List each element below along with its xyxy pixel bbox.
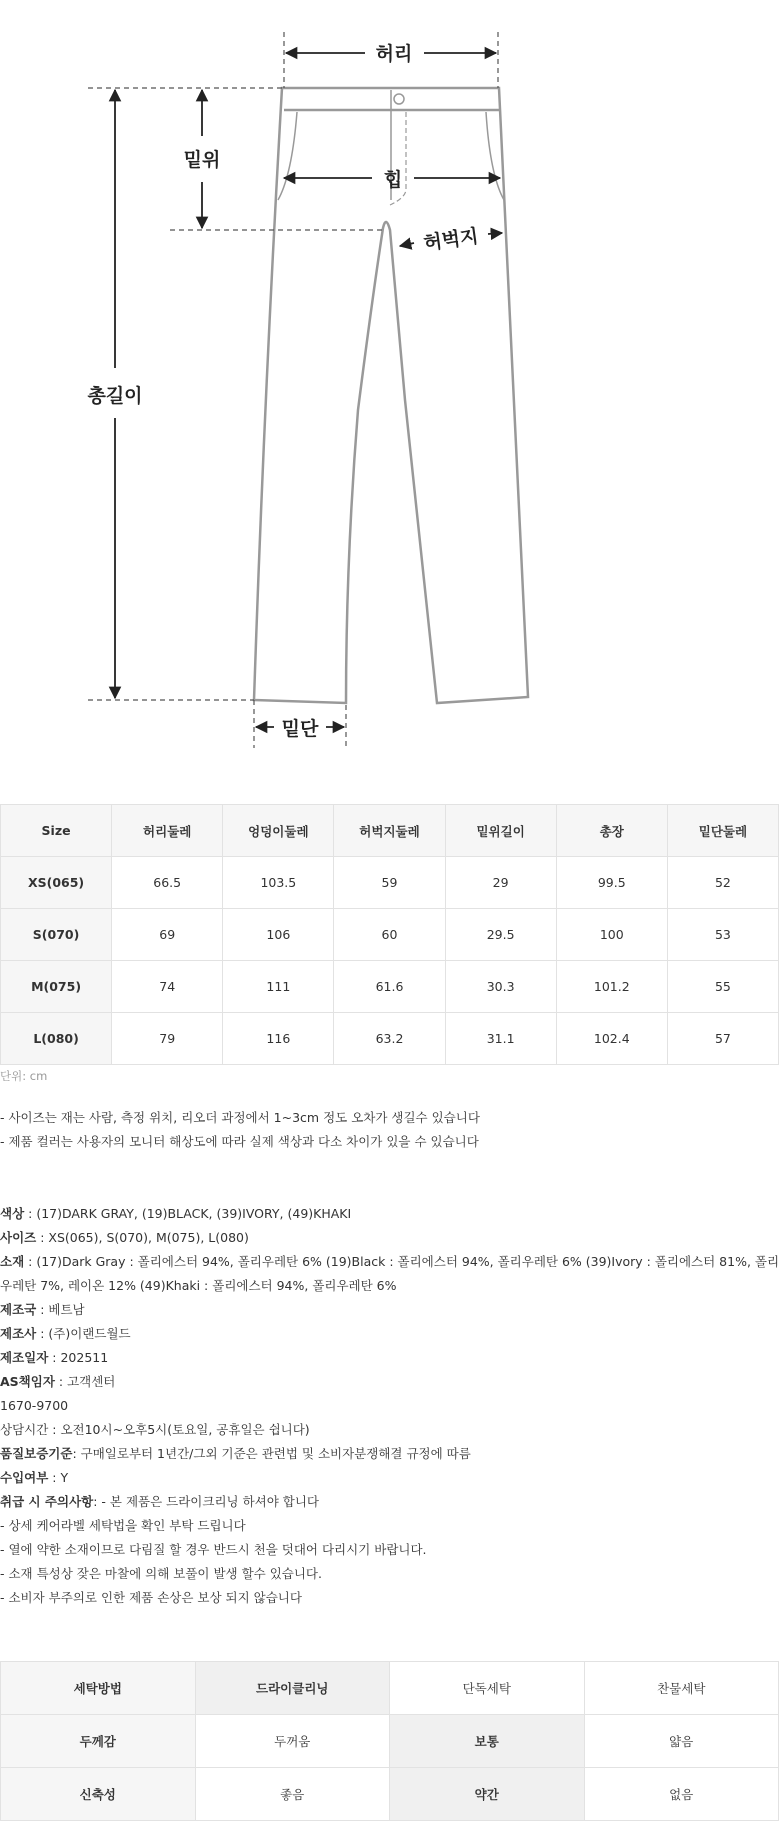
value-cell: 74	[112, 961, 223, 1013]
value-cell: 101.2	[556, 961, 667, 1013]
size-cell: L(080)	[1, 1013, 112, 1065]
value-cell: 111	[223, 961, 334, 1013]
header-cell: 밑위길이	[445, 805, 556, 857]
value-cell: 79	[112, 1013, 223, 1065]
detail-label: 수입여부	[0, 1470, 49, 1485]
value-cell: 61.6	[334, 961, 445, 1013]
product-details	[0, 1202, 780, 1610]
care-attribute: 세탁방법	[1, 1662, 196, 1715]
detail-country	[0, 1298, 780, 1322]
detail-value: : (17)DARK GRAY, (19)BLACK, (39)IVORY, (49)KHAKI	[24, 1206, 352, 1221]
value-cell: 59	[334, 857, 445, 909]
value-cell: 100	[556, 909, 667, 961]
value-cell: 55	[667, 961, 778, 1013]
value-cell: 52	[667, 857, 778, 909]
value-cell: 106	[223, 909, 334, 961]
note-line: - 사이즈는 재는 사람, 측정 위치, 리오더 과정에서 1~3cm 정도 오차가 생길수 있습니다	[0, 1110, 480, 1125]
caution-line: - 소비자 부주의로 인한 제품 손상은 보상 되지 않습니다	[0, 1590, 302, 1605]
detail-label: 소재	[0, 1254, 25, 1269]
care-option: 단독세탁	[390, 1662, 585, 1715]
table-row	[1, 961, 779, 1013]
value-cell: 116	[223, 1013, 334, 1065]
header-cell: 총장	[556, 805, 667, 857]
detail-value: : XS(065), S(070), M(075), L(080)	[36, 1230, 249, 1245]
value-cell: 53	[667, 909, 778, 961]
detail-value: : 고객센터	[54, 1374, 116, 1389]
detail-value: : 202511	[48, 1350, 109, 1365]
header-cell: 허벅지둘레	[334, 805, 445, 857]
header-cell: 밑단둘레	[667, 805, 778, 857]
detail-label: 제조사	[0, 1326, 37, 1341]
value-cell: 102.4	[556, 1013, 667, 1065]
detail-label: 제조일자	[0, 1350, 49, 1365]
detail-date	[0, 1346, 780, 1370]
size-cell: M(075)	[1, 961, 112, 1013]
label-total-length: 총길이	[87, 385, 143, 407]
care-attribute: 두께감	[1, 1715, 196, 1768]
value-cell: 60	[334, 909, 445, 961]
value-cell: 57	[667, 1013, 778, 1065]
detail-label: 품질보증기준	[0, 1446, 73, 1461]
header-cell: Size	[1, 805, 112, 857]
detail-label: 취급 시 주의사항	[0, 1494, 94, 1509]
detail-value: : - 본 제품은 드라이크리닝 하셔야 합니다	[93, 1494, 319, 1509]
note-line: - 제품 컬러는 사용자의 모니터 해상도에 따라 실제 색상과 다소 차이가 있을 수 있습니다	[0, 1134, 479, 1149]
label-hip: 힙	[383, 169, 403, 191]
value-cell: 99.5	[556, 857, 667, 909]
detail-value: : (주)이랜드월드	[36, 1326, 131, 1341]
detail-phone: 1670-9700	[0, 1398, 69, 1413]
size-cell: S(070)	[1, 909, 112, 961]
value-cell: 103.5	[223, 857, 334, 909]
value-cell: 31.1	[445, 1013, 556, 1065]
detail-label: 색상	[0, 1206, 25, 1221]
detail-maker	[0, 1322, 780, 1346]
measure-arrows	[115, 53, 502, 727]
label-waist: 허리	[375, 43, 413, 65]
value-cell: 69	[112, 909, 223, 961]
care-row-wash	[1, 1662, 779, 1715]
care-option: 두꺼움	[195, 1715, 390, 1768]
size-table-header-row	[1, 805, 779, 857]
detail-caution	[0, 1490, 780, 1514]
header-cell: 허리둘레	[112, 805, 223, 857]
care-attribute: 신축성	[1, 1768, 196, 1821]
care-option: 없음	[584, 1768, 779, 1821]
detail-value: : (17)Dark Gray : 폴리에스터 94%, 폴리우레탄 6% (19)Black : 폴리에스터 94%, 폴리우레탄 6% (39)Ivory : 폴리에스터 81%, 폴리우레탄 7%, 레이온 12% (49)Khaki : 폴리에스터 94%, 폴리우레탄 6%	[0, 1254, 780, 1293]
value-cell: 29.5	[445, 909, 556, 961]
detail-label: 제조국	[0, 1302, 37, 1317]
value-cell: 66.5	[112, 857, 223, 909]
value-cell: 63.2	[334, 1013, 445, 1065]
caution-line: - 열에 약한 소재이므로 다림질 할 경우 반드시 천을 덧대어 다리시기 바랍니다.	[0, 1542, 427, 1557]
care-row-stretch	[1, 1768, 779, 1821]
detail-hours: 상담시간 : 오전10시~오후5시(토요일, 공휴일은 쉽니다)	[0, 1422, 310, 1437]
detail-as	[0, 1370, 780, 1394]
detail-color	[0, 1202, 780, 1226]
detail-size	[0, 1226, 780, 1250]
size-notes	[0, 1106, 480, 1154]
care-option: 드라이클리닝	[195, 1662, 390, 1715]
detail-value: : Y	[48, 1470, 69, 1485]
care-row-thickness	[1, 1715, 779, 1768]
detail-material	[0, 1250, 780, 1298]
detail-quality	[0, 1442, 780, 1466]
header-cell: 엉덩이둘레	[223, 805, 334, 857]
table-row	[1, 857, 779, 909]
detail-label: AS책임자	[0, 1374, 55, 1389]
size-cell: XS(065)	[1, 857, 112, 909]
table-row	[1, 909, 779, 961]
care-table	[0, 1661, 779, 1821]
value-cell: 30.3	[445, 961, 556, 1013]
table-row	[1, 1013, 779, 1065]
detail-import	[0, 1466, 780, 1490]
care-option: 찬물세탁	[584, 1662, 779, 1715]
caution-line: - 상세 케어라벨 세탁법을 확인 부탁 드립니다	[0, 1518, 246, 1533]
label-rise: 밑위	[183, 149, 221, 171]
care-option: 얇음	[584, 1715, 779, 1768]
care-option: 약간	[390, 1768, 585, 1821]
label-thigh: 허벅지	[422, 225, 480, 255]
guide-lines	[88, 32, 498, 748]
value-cell: 29	[445, 857, 556, 909]
unit-note: 단위: cm	[0, 1069, 48, 1083]
care-option: 좋음	[195, 1768, 390, 1821]
pants-measurement-diagram	[0, 0, 780, 760]
size-table	[0, 804, 779, 1065]
care-option: 보통	[390, 1715, 585, 1768]
detail-value: : 구매일로부터 1년간/그외 기준은 관련법 및 소비자분쟁해결 규정에 따름	[72, 1446, 471, 1461]
label-hem: 밑단	[281, 718, 319, 740]
detail-label: 사이즈	[0, 1230, 37, 1245]
detail-value: : 베트남	[36, 1302, 85, 1317]
caution-line: - 소재 특성상 잦은 마찰에 의해 보풀이 발생 할수 있습니다.	[0, 1566, 322, 1581]
